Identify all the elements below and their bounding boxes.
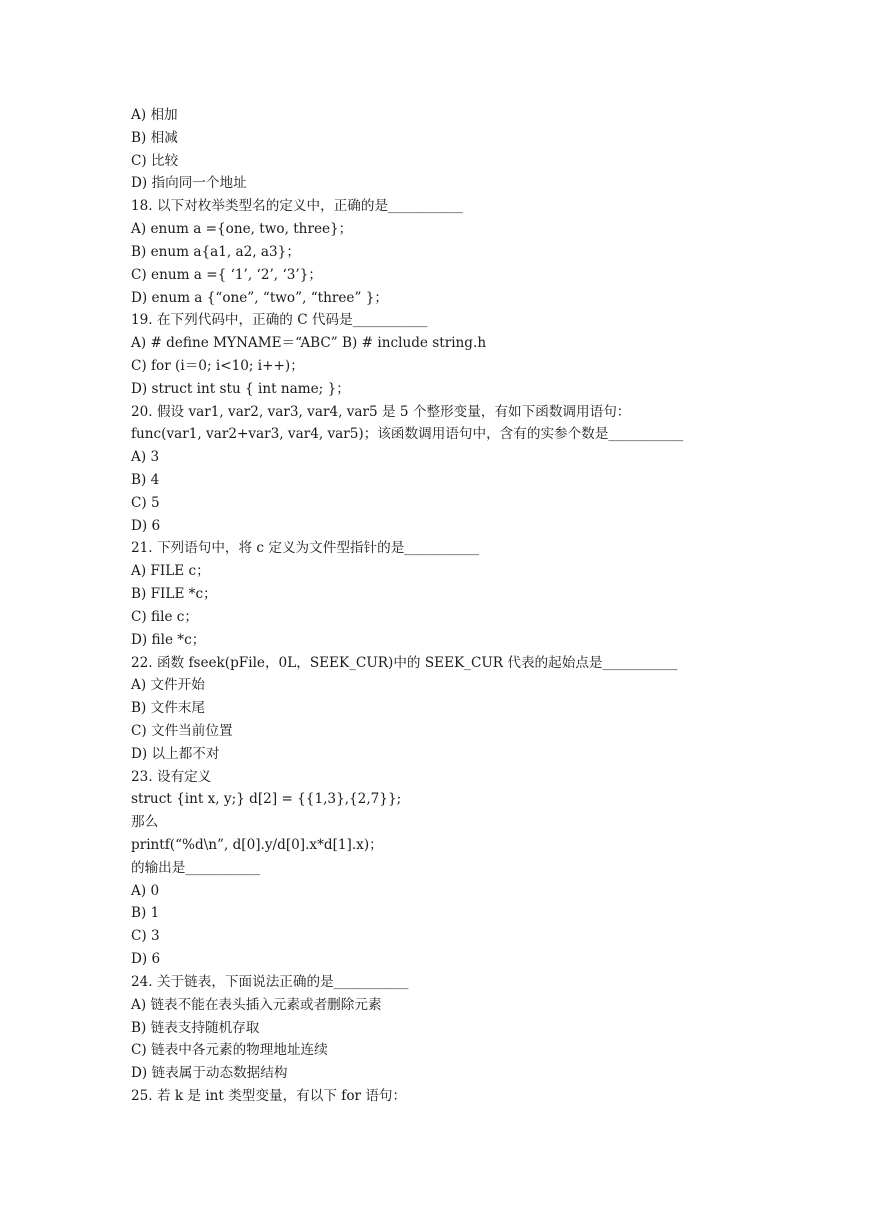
question-19: 19. 在下列代码中，正确的 C 代码是___________ bbox=[131, 312, 428, 329]
option-line: C) 文件当前位置 bbox=[131, 722, 233, 739]
question-23-continuation: 的输出是___________ bbox=[131, 859, 261, 876]
option-line: C) 5 bbox=[131, 494, 160, 511]
option-line: A) enum a ={one, two, three}； bbox=[131, 221, 353, 238]
question-21: 21. 下列语句中，将 c 定义为文件型指针的是___________ bbox=[131, 540, 480, 557]
option-line: B) 4 bbox=[131, 472, 160, 488]
option-line: C) enum a ={ ‘1’, ‘2’, ‘3’}； bbox=[131, 266, 322, 283]
option-line: D) 6 bbox=[131, 517, 161, 534]
option-line: A) # define MYNAME＝“ABC” B) # include string.h bbox=[131, 335, 487, 352]
code-line: struct {int x, y;} d[2] = {{1,3},{2,7}}; bbox=[131, 791, 402, 808]
question-23-continuation: 那么 bbox=[131, 814, 159, 831]
document-body bbox=[131, 104, 831, 1108]
option-line: C) file c； bbox=[131, 608, 199, 625]
option-line: D) 链表属于动态数据结构 bbox=[131, 1065, 288, 1082]
question-24: 24. 关于链表，下面说法正确的是___________ bbox=[131, 973, 409, 990]
option-line: D) enum a {“one”, “two”, “three” }； bbox=[131, 289, 388, 306]
option-line: A) 链表不能在表头插入元素或者删除元素 bbox=[131, 996, 382, 1013]
question-20: 20. 假设 var1, var2, var3, var4, var5 是 5 个整形变量，有如下函数调用语句： bbox=[131, 403, 631, 420]
question-18: 18. 以下对枚举类型名的定义中，正确的是___________ bbox=[131, 198, 463, 215]
option-line: A) 3 bbox=[131, 449, 160, 466]
option-line: D) 6 bbox=[131, 951, 161, 968]
question-22: 22. 函数 fseek(pFile，0L，SEEK_CUR)中的 SEEK_CUR 代表的起始点是___________ bbox=[131, 654, 678, 671]
option-line: B) enum a{a1, a2, a3}； bbox=[131, 243, 300, 260]
option-line: C) 比较 bbox=[131, 152, 179, 169]
option-line: B) 相减 bbox=[131, 129, 178, 146]
option-line: D) file *c； bbox=[131, 631, 206, 648]
option-line: A) 相加 bbox=[131, 107, 178, 123]
option-line: A) 文件开始 bbox=[131, 677, 205, 694]
option-line: B) 链表支持随机存取 bbox=[131, 1019, 260, 1036]
question-20-continuation: func(var1, var2+var3, var4, var5)；该函数调用语句中，含有的实参个数是___________ bbox=[131, 426, 684, 443]
option-line: C) for (i＝0; i<10; i++)； bbox=[131, 357, 304, 374]
option-line: D) 指向同一个地址 bbox=[131, 175, 247, 192]
question-25: 25. 若 k 是 int 类型变量，有以下 for 语句： bbox=[131, 1087, 407, 1104]
option-line: B) 1 bbox=[131, 905, 160, 922]
option-line: A) 0 bbox=[131, 882, 160, 899]
option-line: C) 3 bbox=[131, 928, 160, 945]
option-line: B) FILE *c； bbox=[131, 586, 217, 603]
option-line: D) 以上都不对 bbox=[131, 745, 220, 762]
code-line: printf(“%d\n”, d[0].y/d[0].x*d[1].x)； bbox=[131, 837, 383, 853]
option-line: A) FILE c； bbox=[131, 563, 210, 580]
option-line: C) 链表中各元素的物理地址连续 bbox=[131, 1042, 328, 1059]
option-line: B) 文件末尾 bbox=[131, 700, 205, 717]
option-line: D) struct int stu { int name; }； bbox=[131, 380, 350, 397]
question-23: 23. 设有定义 bbox=[131, 768, 212, 785]
